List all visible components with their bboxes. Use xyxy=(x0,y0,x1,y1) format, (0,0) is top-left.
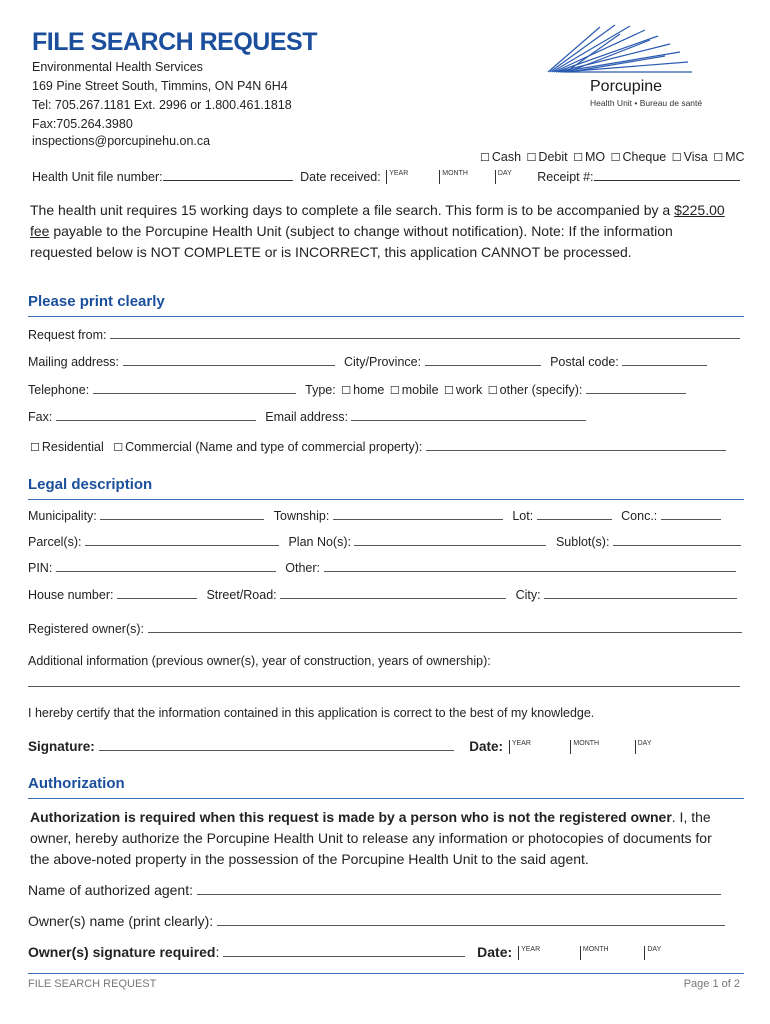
additional-info-label: Additional information (previous owner(s), year of construction, years of ownership): xyxy=(28,654,491,668)
street-label: Street/Road: xyxy=(206,588,277,602)
pin-row xyxy=(28,561,736,575)
owner-date-month-field[interactable] xyxy=(580,946,581,960)
parcel-label: Parcel(s): xyxy=(28,535,82,549)
fax-field[interactable] xyxy=(56,410,256,421)
date-received-label: Date received: xyxy=(300,170,381,184)
township-field[interactable] xyxy=(333,509,503,520)
checkbox[interactable]: ☐ xyxy=(713,152,724,164)
date-label: Date: xyxy=(469,739,504,754)
agent-label: Name of authorized agent: xyxy=(28,882,193,898)
house-number-field[interactable] xyxy=(117,588,197,599)
house-number-label: House number: xyxy=(28,588,114,602)
other-label: Other: xyxy=(285,561,321,575)
city-province-field[interactable] xyxy=(425,355,541,366)
lot-field[interactable] xyxy=(537,509,612,520)
commercial-option: Commercial (Name and type of commercial property): xyxy=(125,440,423,454)
type-mobile: mobile xyxy=(401,383,439,397)
owner-signature-row: Owner(s) signature required: Date: $^{YEAR}$ $^{MONTH}$ $^{DAY}$ xyxy=(28,944,662,960)
divider xyxy=(28,316,744,317)
date-year-field[interactable] xyxy=(386,170,387,184)
other-field[interactable] xyxy=(324,561,736,572)
year-label: YEAR xyxy=(511,740,531,747)
checkbox[interactable]: ☐ xyxy=(113,442,124,454)
telephone-field[interactable] xyxy=(93,383,296,394)
checkbox[interactable]: ☐ xyxy=(671,152,682,164)
lot-label: Lot: xyxy=(512,509,534,523)
owner-signature-label: Owner(s) signature required xyxy=(28,944,216,960)
city-province-label: City/Province: xyxy=(343,355,422,369)
file-number-row xyxy=(32,168,740,184)
municipality-field[interactable] xyxy=(100,509,264,520)
commercial-field[interactable] xyxy=(426,440,726,451)
date-month-field[interactable] xyxy=(439,170,440,184)
postal-label: Postal code: xyxy=(550,355,619,369)
certify-text: I hereby certify that the information contained in this application is correct to the best of my knowledge. xyxy=(28,706,595,720)
intro-text-2: payable to the Porcupine Health Unit (subject to change without notification). Note: If the information requested below is NOT COMPLETE or is INCORRECT, this application CANNOT be processed. xyxy=(30,223,673,260)
owners-row xyxy=(28,622,742,636)
page-number: Page 1 of 2 xyxy=(683,978,740,990)
section-legal-description: Legal description xyxy=(28,476,153,493)
email-field[interactable] xyxy=(351,410,586,421)
org-line-3: Tel: 705.267.1181 Ext. 2996 or 1.800.461.1818 xyxy=(32,98,292,112)
intro-fee: $225.00 fee xyxy=(30,202,725,239)
registered-owners-field[interactable] xyxy=(148,622,742,633)
type-work: work xyxy=(455,383,483,397)
owner-name-label: Owner(s) name (print clearly): xyxy=(28,913,214,929)
owner-signature-field[interactable] xyxy=(223,946,465,957)
city-field[interactable] xyxy=(544,588,737,599)
checkbox[interactable]: ☐ xyxy=(389,385,400,397)
receipt-label: Receipt #: xyxy=(537,170,594,184)
request-from-field[interactable] xyxy=(110,328,740,339)
checkbox[interactable]: ☐ xyxy=(526,152,537,164)
sublot-label: Sublot(s): xyxy=(555,535,610,549)
type-other-field[interactable] xyxy=(586,383,686,394)
telephone-row xyxy=(28,383,686,397)
section-print-clearly: Please print clearly xyxy=(28,293,165,310)
sig-date-month-field[interactable] xyxy=(570,740,571,754)
org-line-5: inspections@porcupinehu.on.ca xyxy=(32,134,211,148)
logo-subtitle: Health Unit • Bureau de santé xyxy=(590,98,703,108)
property-type-row xyxy=(28,440,726,454)
fax-label: Fax: xyxy=(28,410,53,424)
parcel-field[interactable] xyxy=(85,535,279,546)
receipt-field[interactable] xyxy=(594,168,740,181)
email-label: Email address: xyxy=(265,410,348,424)
plan-field[interactable] xyxy=(354,535,546,546)
request-from-label: Request from: xyxy=(28,328,107,342)
sublot-field[interactable] xyxy=(613,535,741,546)
owner-name-row xyxy=(28,913,725,929)
city-label: City: xyxy=(515,588,541,602)
type-label: Type: xyxy=(305,383,336,397)
plan-label: Plan No(s): xyxy=(288,535,351,549)
month-label: MONTH xyxy=(582,946,609,953)
year-label: YEAR xyxy=(389,170,409,177)
date-day-field[interactable] xyxy=(495,170,496,184)
request-from-row xyxy=(28,328,740,342)
footer-divider xyxy=(28,973,744,974)
parcel-row xyxy=(28,535,741,549)
sig-date-year-field[interactable] xyxy=(509,740,510,754)
checkbox[interactable]: ☐ xyxy=(573,152,583,164)
agent-field[interactable] xyxy=(197,884,721,895)
payment-mo: MO xyxy=(584,150,606,164)
telephone-label: Telephone: xyxy=(28,383,90,397)
day-label: DAY xyxy=(637,740,652,747)
house-row xyxy=(28,588,737,602)
mailing-field[interactable] xyxy=(123,355,335,366)
day-label: DAY xyxy=(497,170,512,177)
signature-row xyxy=(28,739,652,754)
month-label: MONTH xyxy=(573,740,600,747)
residential-option: Residential xyxy=(41,440,104,454)
authorization-text: . I, the owner, hereby authorize the Porcupine Health Unit to release any information or photocopies of documents for the above-noted property in the possession of the Porcupine Health Unit to the said agent. xyxy=(30,809,712,867)
checkbox[interactable]: ☐ xyxy=(480,152,490,164)
conc-label: Conc.: xyxy=(621,509,658,523)
payment-cash: Cash xyxy=(491,150,522,164)
additional-info-row xyxy=(28,674,740,692)
owner-date-year-field[interactable] xyxy=(518,946,519,960)
checkbox[interactable]: ☐ xyxy=(341,385,352,397)
street-field[interactable] xyxy=(280,588,506,599)
logo-name: Porcupine xyxy=(590,78,663,95)
section-authorization: Authorization xyxy=(28,775,125,792)
conc-field[interactable] xyxy=(661,509,721,520)
type-home: home xyxy=(353,383,385,397)
footer-title: FILE SEARCH REQUEST xyxy=(28,978,157,990)
month-label: MONTH xyxy=(442,170,468,177)
pin-field[interactable] xyxy=(56,561,276,572)
intro-paragraph xyxy=(30,200,730,263)
agent-row xyxy=(28,882,721,898)
owner-date-day-field[interactable] xyxy=(644,946,645,960)
municipality-row xyxy=(28,509,721,523)
org-line-4: Fax:705.264.3980 xyxy=(32,117,133,131)
file-number-field[interactable] xyxy=(163,168,293,181)
payment-visa: Visa xyxy=(683,150,708,164)
signature-label: Signature: xyxy=(28,739,95,754)
divider xyxy=(28,798,744,799)
day-label: DAY xyxy=(647,946,662,953)
form-title: FILE SEARCH REQUEST xyxy=(32,28,317,56)
file-number-label: Health Unit file number: xyxy=(32,170,163,184)
owner-name-field[interactable] xyxy=(217,915,725,926)
mailing-row xyxy=(28,355,707,369)
additional-info-field[interactable] xyxy=(28,676,740,687)
checkbox[interactable]: ☐ xyxy=(487,385,498,397)
payment-options xyxy=(478,150,745,164)
type-other: other (specify): xyxy=(499,383,583,397)
checkbox[interactable]: ☐ xyxy=(444,385,454,397)
payment-cheque: Cheque xyxy=(622,150,667,164)
org-line-1: Environmental Health Services xyxy=(32,60,203,74)
registered-owners-label: Registered owner(s): xyxy=(28,622,145,636)
signature-field[interactable] xyxy=(99,740,454,751)
township-label: Township: xyxy=(273,509,330,523)
payment-mc: MC xyxy=(725,150,745,164)
checkbox[interactable]: ☐ xyxy=(610,152,621,164)
checkbox[interactable]: ☐ xyxy=(30,442,40,454)
pin-label: PIN: xyxy=(28,561,53,575)
divider xyxy=(28,499,744,500)
mailing-label: Mailing address: xyxy=(28,355,120,369)
intro-text-1: The health unit requires 15 working days to complete a file search. This form is to be accompanied by a xyxy=(30,202,675,218)
authorization-bold-text: Authorization is required when this request is made by a person who is not the registered owner xyxy=(30,809,672,825)
year-label: YEAR xyxy=(521,946,541,953)
payment-debit: Debit xyxy=(538,150,568,164)
org-line-2: 169 Pine Street South, Timmins, ON P4N 6H4 xyxy=(32,79,288,93)
fax-row xyxy=(28,410,586,424)
postal-field[interactable] xyxy=(622,355,707,366)
municipality-label: Municipality: xyxy=(28,509,97,523)
sig-date-day-field[interactable] xyxy=(635,740,636,754)
owner-date-label: Date: xyxy=(477,944,513,960)
authorization-paragraph xyxy=(30,807,730,870)
